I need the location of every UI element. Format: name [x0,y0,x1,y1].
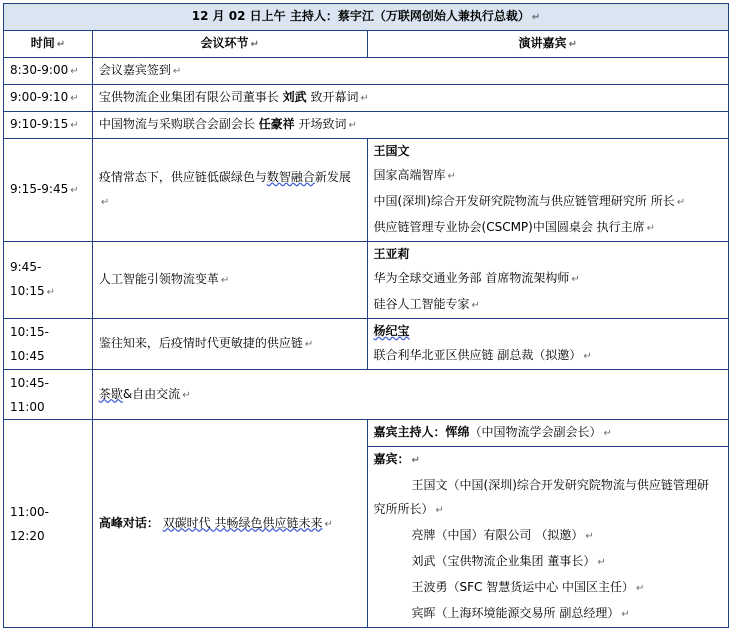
guest-line: 宾晖（上海环境能源交易所 副总经理） ↵ [411,606,630,620]
guest-line: 王波勇（SFC 智慧货运中心 中国区主任） ↵ [411,580,645,594]
table-row [4,319,729,370]
speaker-cell [367,139,728,242]
column-header-time: 时间 ↵ [4,31,93,58]
table-row [4,85,729,112]
speaker-title: 硅谷人工智能专家 ↵ [373,297,480,311]
speaker-title: 华为全球交通业务部 首席物流架构师 ↵ [373,271,580,285]
agenda-sheet [3,3,729,628]
speaker-cell [367,420,728,628]
agenda-cell: 人工智能引领物流变革 ↵ [92,242,367,319]
guest-line: 亮牌（中国）有限公司 （拟邀） ↵ [411,528,594,542]
guests-label: 嘉宾： ↵ [373,452,420,466]
table-row [4,370,729,420]
header-row [4,31,729,58]
column-header-speaker: 演讲嘉宾 ↵ [367,31,728,58]
table-row [4,139,729,242]
agenda-cell: 高峰对话： 双碳时代 共畅绿色供应链未来 ↵ [92,420,367,628]
speaker-title: 联合利华北亚区供应链 副总裁（拟邀） ↵ [373,348,592,362]
speaker-title: 中国(深圳)综合开发研究院物流与供应链管理研究所 所长 ↵ [373,194,686,208]
speaker-name: 杨纪宝 [373,324,410,338]
table-row [4,242,729,319]
table-row [4,58,729,85]
session-title: 12 月 02 日上午 主持人：蔡宇江（万联网创始人兼执行总裁） ↵ [4,4,729,31]
time-cell: 8:30-9:00 ↵ [4,58,93,85]
agenda-cell: 鉴往知来，后疫情时代更敏捷的供应链 ↵ [92,319,367,370]
paragraph-mark-icon: ↵ [531,12,541,23]
guest-line: 王国文（中国(深圳)综合开发研究院物流与供应链管理研 [411,478,709,492]
speaker-title: 供应链管理专业协会(CSCMP)中国圆桌会 执行主席 ↵ [373,220,656,234]
speaker-title: 国家高端智库 ↵ [373,168,456,182]
guest-line: 究所所长） ↵ [373,502,444,516]
time-cell: 10:45- 11:00 [4,370,93,420]
time-cell: 9:15-9:45 ↵ [4,139,93,242]
speaker-cell [367,319,728,370]
agenda-cell: 宝供物流企业集团有限公司董事长 刘武 致开幕词 ↵ [92,85,728,112]
agenda-cell: 中国物流与采购联合会副会长 任豪祥 开场致词 ↵ [92,112,728,139]
time-cell: 10:15- 10:45 [4,319,93,370]
agenda-cell: 会议嘉宾签到 ↵ [92,58,728,85]
agenda-table [3,3,729,628]
agenda-cell: 疫情常态下，供应链低碳绿色与数智融合新发展↵ [92,139,367,242]
guest-line: 刘武（宝供物流企业集团 董事长） ↵ [411,554,606,568]
column-header-agenda: 会议环节 ↵ [92,31,367,58]
time-cell: 9:45-10:15 ↵ [4,242,93,319]
host-line: 嘉宾主持人：恽绵（中国物流学会副会长） ↵ [373,425,612,439]
title-row [4,4,729,31]
time-cell: 9:10-9:15 ↵ [4,112,93,139]
time-cell: 11:00- 12:20 [4,420,93,628]
speaker-cell [367,242,728,319]
time-cell: 9:00-9:10 ↵ [4,85,93,112]
agenda-cell: 茶歇&自由交流 ↵ [92,370,728,420]
table-row [4,112,729,139]
speaker-name: 王国文 [373,144,410,158]
table-row [4,420,729,628]
speaker-name: 王亚莉 [373,247,410,261]
